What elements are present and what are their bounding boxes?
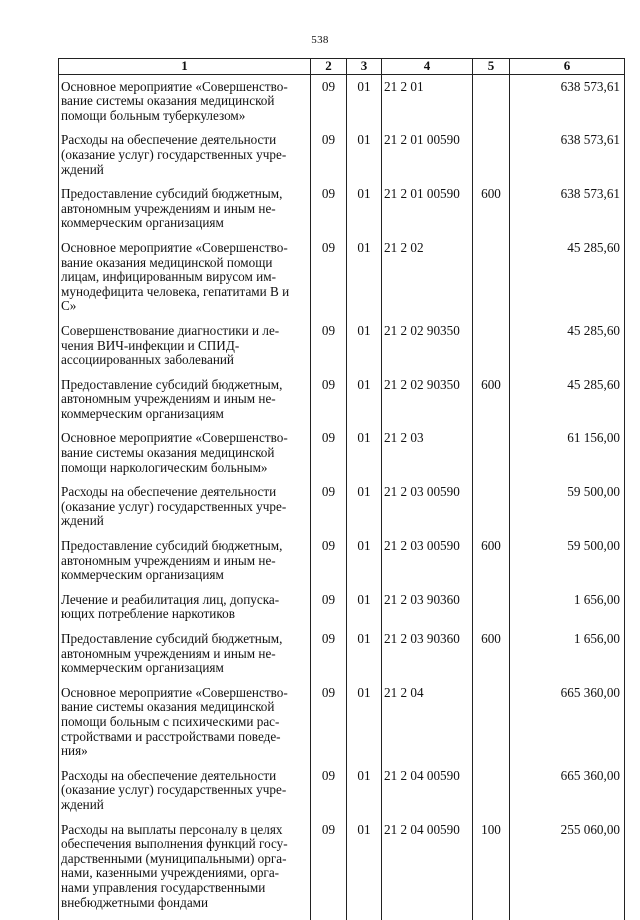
page-number: 538 [311,34,329,46]
table-row [59,539,625,593]
row-subsection-code: 01 [347,241,382,324]
row-expense-type-code: 100 [473,823,510,920]
row-section-code: 09 [311,74,347,133]
row-name [59,241,311,324]
row-target-article-code: 21 2 04 00590 [382,769,473,823]
column-header-2: 2 [311,59,347,75]
row-name-line: помощи больным туберкулезом» [61,107,246,123]
row-section-code: 09 [311,632,347,686]
row-amount: 665 360,00 [510,769,625,823]
column-header-4: 4 [382,59,473,75]
row-subsection-code: 01 [347,632,382,686]
row-subsection-code: 01 [347,539,382,593]
row-amount: 45 285,60 [510,324,625,378]
row-name-line: Предоставление субсидий бюджетным, [61,538,283,554]
row-section-code: 09 [311,187,347,241]
row-name-line: стройствами и расстройствами поведе- [61,728,281,744]
row-expense-type-code [473,593,510,632]
row-target-article-code: 21 2 02 90350 [382,378,473,432]
row-name-line: Основное мероприятие «Совершенство- [61,239,288,255]
row-name-line: вание системы оказания медицинской [61,699,275,715]
row-amount: 638 573,61 [510,187,625,241]
row-name-line: ассоциированных заболеваний [61,352,234,368]
table-row [59,632,625,686]
row-name [59,769,311,823]
row-name-line: коммерческим организациям [61,215,224,231]
row-name-line: автономным учреждениям и иным не- [61,552,276,568]
row-expense-type-code [473,74,510,133]
row-name-line: внебюджетными фондами [61,894,209,910]
row-amount: 255 060,00 [510,823,625,920]
row-amount: 638 573,61 [510,133,625,187]
row-section-code: 09 [311,686,347,769]
row-amount: 61 156,00 [510,431,625,485]
row-name-line: нами управления государственными [61,879,266,895]
row-subsection-code: 01 [347,431,382,485]
table-row [59,593,625,632]
row-target-article-code: 21 2 01 [382,74,473,133]
row-name [59,593,311,632]
row-expense-type-code: 600 [473,378,510,432]
row-name-line: ждений [61,796,104,812]
table-row [59,187,625,241]
row-name-line: вание системы оказания медицинской [61,445,275,461]
row-name-line: ния» [61,743,88,759]
row-expense-type-code [473,241,510,324]
row-amount: 59 500,00 [510,539,625,593]
row-expense-type-code [473,133,510,187]
row-name [59,378,311,432]
row-amount: 45 285,60 [510,378,625,432]
row-name [59,485,311,539]
table-row [59,324,625,378]
row-subsection-code: 01 [347,593,382,632]
row-name-line: нами, казенными учреждениями, орга- [61,865,280,881]
row-name-line: коммерческим организациям [61,660,224,676]
row-name-line: Расходы на обеспечение деятельности [61,484,277,500]
row-name [59,187,311,241]
row-target-article-code: 21 2 04 [382,686,473,769]
row-name-line: Расходы на обеспечение деятельности [61,767,277,783]
row-section-code: 09 [311,539,347,593]
row-name-line: автономным учреждениям и иным не- [61,645,276,661]
row-target-article-code: 21 2 03 [382,431,473,485]
row-name-line: чения ВИЧ-инфекции и СПИД- [61,337,240,353]
row-subsection-code: 01 [347,324,382,378]
row-name-line: вание системы оказания медицинской [61,93,275,109]
row-name-line: Лечение и реабилитация лиц, допуска- [61,591,280,607]
table-body [59,74,625,920]
row-amount: 59 500,00 [510,485,625,539]
column-header-3: 3 [347,59,382,75]
row-section-code: 09 [311,378,347,432]
row-name-line: Основное мероприятие «Совершенство- [61,430,288,446]
row-section-code: 09 [311,241,347,324]
row-name-line: дарственными (муниципальными) орга- [61,850,287,866]
row-subsection-code: 01 [347,686,382,769]
row-name-line: коммерческим организациям [61,567,224,583]
row-name-line: Основное мероприятие «Совершенство- [61,684,288,700]
row-amount: 665 360,00 [510,686,625,769]
budget-table [58,58,625,920]
row-name [59,823,311,920]
row-section-code: 09 [311,769,347,823]
row-target-article-code: 21 2 01 00590 [382,133,473,187]
row-name-line: ждений [61,161,104,177]
row-expense-type-code: 600 [473,539,510,593]
row-target-article-code: 21 2 01 00590 [382,187,473,241]
table-row [59,74,625,133]
row-name-line: ждений [61,513,104,529]
table-header-row [59,59,625,75]
row-target-article-code: 21 2 02 [382,241,473,324]
row-subsection-code: 01 [347,485,382,539]
table-row [59,378,625,432]
row-name-line: (оказание услуг) государственных учре- [61,498,287,514]
table-row [59,686,625,769]
row-name-line: (оказание услуг) государственных учре- [61,146,287,162]
table-row [59,769,625,823]
row-name-line: мунодефицита человека, гепатитами В и [61,283,290,299]
row-target-article-code: 21 2 02 90350 [382,324,473,378]
row-section-code: 09 [311,593,347,632]
row-subsection-code: 01 [347,133,382,187]
row-target-article-code: 21 2 03 00590 [382,485,473,539]
row-name-line: Совершенствование диагностики и ле- [61,322,280,338]
column-header-1: 1 [59,59,311,75]
row-target-article-code: 21 2 03 00590 [382,539,473,593]
row-subsection-code: 01 [347,378,382,432]
row-name-line: ющих потребление наркотиков [61,606,235,622]
row-section-code: 09 [311,324,347,378]
row-amount: 1 656,00 [510,632,625,686]
row-expense-type-code [473,769,510,823]
row-name-line: Расходы на обеспечение деятельности [61,132,277,148]
row-name-line: автономным учреждениям и иным не- [61,200,276,216]
row-name-line: (оказание услуг) государственных учре- [61,782,287,798]
table-row [59,431,625,485]
row-name-line: автономным учреждениям и иным не- [61,391,276,407]
table-row [59,133,625,187]
row-name [59,431,311,485]
row-target-article-code: 21 2 03 90360 [382,593,473,632]
row-expense-type-code [473,324,510,378]
row-section-code: 09 [311,485,347,539]
row-amount: 45 285,60 [510,241,625,324]
row-name [59,632,311,686]
row-name [59,133,311,187]
row-name [59,539,311,593]
column-header-6: 6 [510,59,625,75]
row-name-line: лицам, инфицированным вирусом им- [61,269,276,285]
row-name-line: обеспечения выполнения функций госу- [61,836,288,852]
row-name-line: Основное мероприятие «Совершенство- [61,78,288,94]
row-section-code: 09 [311,133,347,187]
row-name-line: помощи больным с психическими рас- [61,713,280,729]
row-name-line: вание оказания медицинской помощи [61,254,273,270]
row-name-line: коммерческим организациям [61,405,224,421]
row-expense-type-code [473,485,510,539]
table-row [59,485,625,539]
row-name-line: Предоставление субсидий бюджетным, [61,631,283,646]
row-name [59,686,311,769]
row-target-article-code: 21 2 04 00590 [382,823,473,920]
row-expense-type-code: 600 [473,632,510,686]
row-subsection-code: 01 [347,823,382,920]
row-subsection-code: 01 [347,74,382,133]
row-name-line: Предоставление субсидий бюджетным, [61,186,283,202]
table-row [59,823,625,920]
row-subsection-code: 01 [347,187,382,241]
row-name-line: Предоставление субсидий бюджетным, [61,376,283,392]
row-amount: 1 656,00 [510,593,625,632]
row-subsection-code: 01 [347,769,382,823]
row-name-line: С» [61,298,77,314]
row-section-code: 09 [311,823,347,920]
table-row [59,241,625,324]
row-expense-type-code [473,431,510,485]
row-target-article-code: 21 2 03 90360 [382,632,473,686]
column-header-5: 5 [473,59,510,75]
row-expense-type-code: 600 [473,187,510,241]
row-name-line: помощи наркологическим больным» [61,459,268,475]
row-name [59,74,311,133]
row-name-line: Расходы на выплаты персоналу в целях [61,821,283,837]
row-name [59,324,311,378]
row-amount: 638 573,61 [510,74,625,133]
row-expense-type-code [473,686,510,769]
row-section-code: 09 [311,431,347,485]
